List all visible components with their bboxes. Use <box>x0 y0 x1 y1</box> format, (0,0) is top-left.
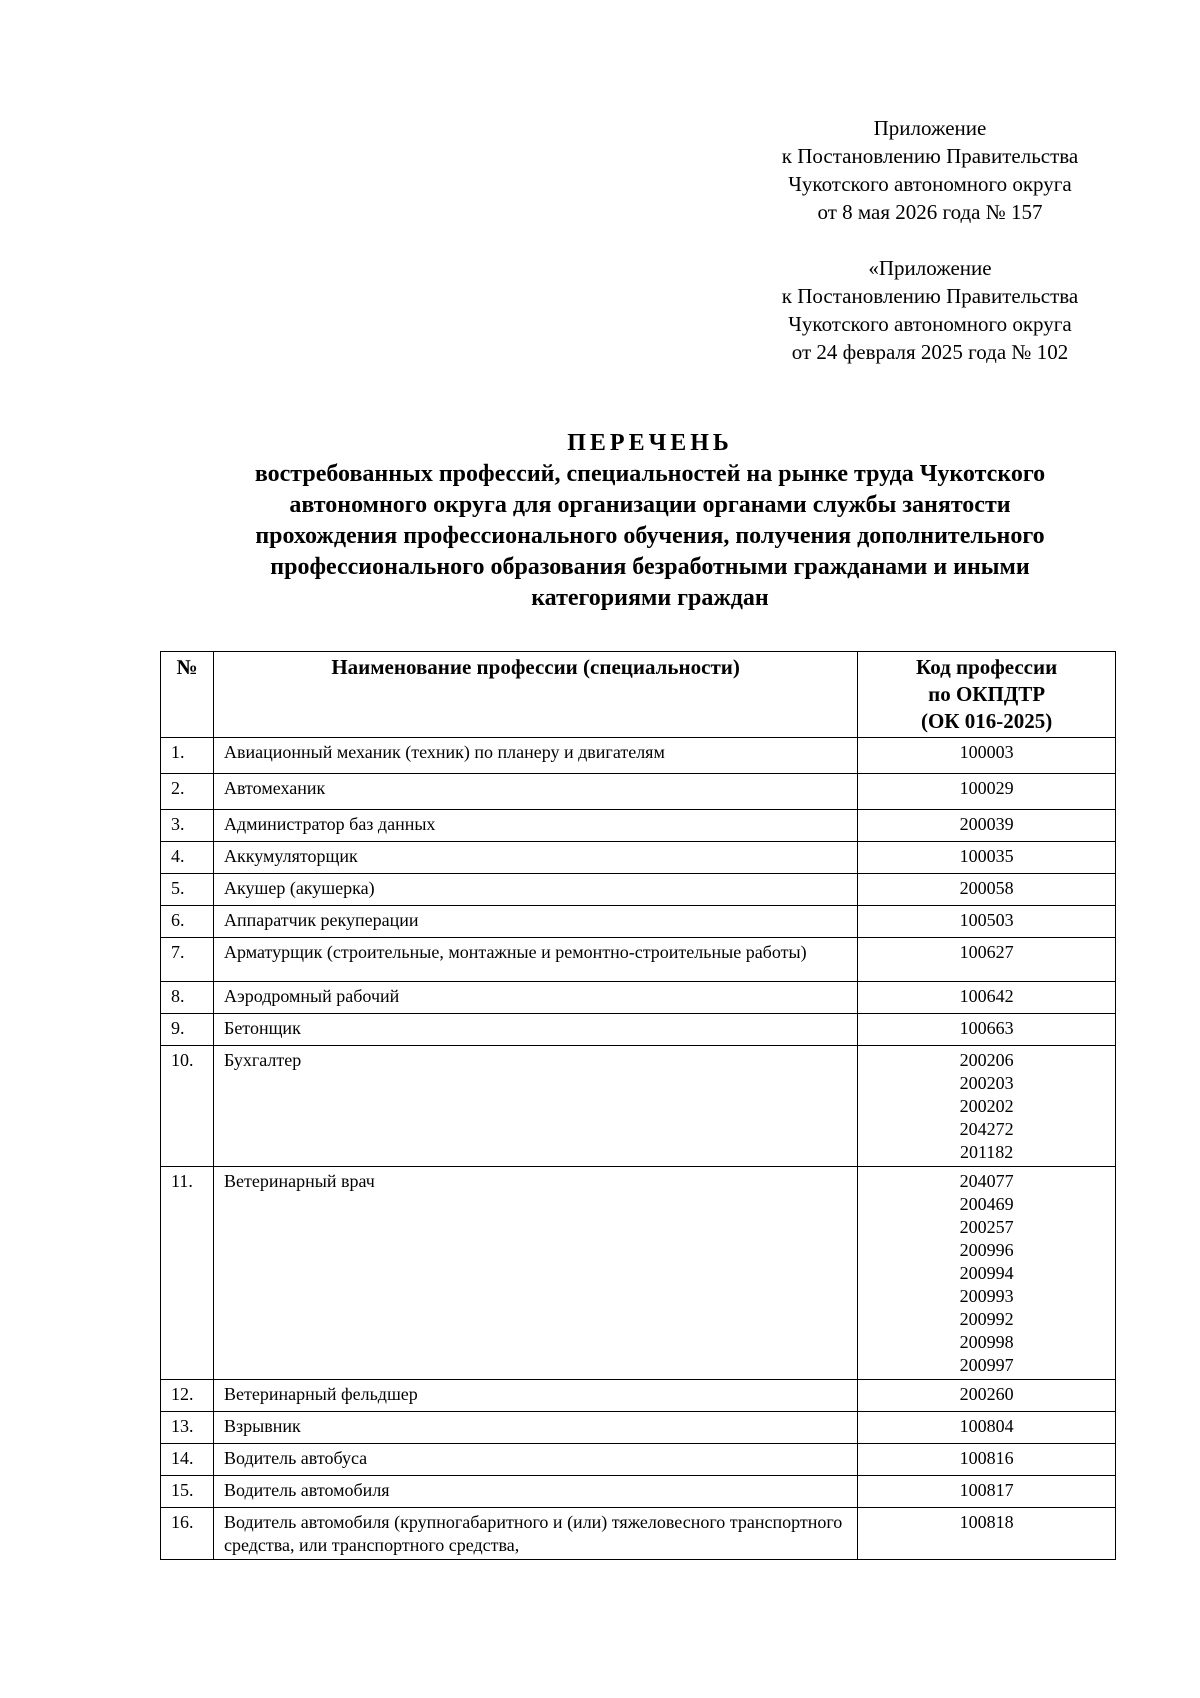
profession-code: 200994 <box>959 1263 1014 1283</box>
profession-code: 200998 <box>959 1332 1014 1352</box>
profession-name: Акушер (акушерка) <box>213 874 857 906</box>
row-number: 1. <box>161 738 214 774</box>
header-code-line: Код профессии <box>916 655 1058 679</box>
profession-name: Водитель автомобиля (крупногабаритного и (или) тяжеловесного транспортного средства, или транспортного средства, <box>213 1508 857 1560</box>
profession-name: Бетонщик <box>213 1014 857 1046</box>
profession-code: 200039 <box>959 814 1014 834</box>
table-row <box>161 1380 1116 1412</box>
row-number: 9. <box>161 1014 214 1046</box>
profession-code: 204272 <box>959 1119 1014 1139</box>
profession-codes <box>858 1412 1116 1444</box>
profession-code: 100035 <box>959 846 1014 866</box>
profession-code: 100804 <box>959 1416 1014 1436</box>
profession-code: 100642 <box>959 986 1014 1006</box>
table-row <box>161 1014 1116 1046</box>
profession-codes <box>858 938 1116 982</box>
row-number: 13. <box>161 1412 214 1444</box>
profession-code: 204077 <box>959 1171 1014 1191</box>
profession-codes <box>858 1508 1116 1560</box>
profession-name: Ветеринарный фельдшер <box>213 1380 857 1412</box>
row-number: 16. <box>161 1508 214 1560</box>
original-annex-header <box>760 254 1100 366</box>
profession-codes <box>858 1167 1116 1380</box>
table-row <box>161 738 1116 774</box>
profession-code: 100627 <box>959 942 1014 962</box>
row-number: 10. <box>161 1046 214 1167</box>
title-subtitle-line: прохождения профессионального обучения, получения дополнительного <box>255 523 1045 549</box>
header-code-line: по ОКПДТР <box>928 682 1046 706</box>
row-number: 8. <box>161 982 214 1014</box>
profession-name: Арматурщик (строительные, монтажные и ремонтно-строительные работы) <box>213 938 857 982</box>
original-annex-line: к Постановлению Правительства <box>781 284 1079 308</box>
profession-codes <box>858 1014 1116 1046</box>
original-annex-line: «Приложение <box>868 256 992 280</box>
title-subtitle-line: профессионального образования безработными гражданами и иными <box>270 554 1030 580</box>
profession-code: 200257 <box>959 1217 1014 1237</box>
profession-code: 200203 <box>959 1073 1014 1093</box>
profession-code: 100816 <box>959 1448 1014 1468</box>
profession-code: 200202 <box>959 1096 1014 1116</box>
annex-header <box>760 114 1100 226</box>
table-row <box>161 1412 1116 1444</box>
header-code-line: (ОК 016-2025) <box>920 709 1053 733</box>
profession-codes <box>858 774 1116 810</box>
table-row <box>161 982 1116 1014</box>
profession-name: Бухгалтер <box>213 1046 857 1167</box>
profession-name: Водитель автобуса <box>213 1444 857 1476</box>
title-subtitle-line: востребованных профессий, специальностей на рынке труда Чукотского <box>254 461 1046 487</box>
table-body <box>161 738 1116 1560</box>
title-subtitle-line: автономного округа для организации органами службы занятости <box>289 492 1011 518</box>
profession-name: Аккумуляторщик <box>213 842 857 874</box>
original-annex-line: Чукотского автономного округа <box>788 312 1072 336</box>
profession-name: Взрывник <box>213 1412 857 1444</box>
profession-name: Автомеханик <box>213 774 857 810</box>
annex-line: Чукотского автономного округа <box>788 172 1072 196</box>
profession-codes <box>858 982 1116 1014</box>
profession-codes <box>858 1476 1116 1508</box>
document-title <box>150 428 1150 614</box>
profession-name: Аппаратчик рекуперации <box>213 906 857 938</box>
profession-name: Авиационный механик (техник) по планеру и двигателям <box>213 738 857 774</box>
row-number: 14. <box>161 1444 214 1476</box>
profession-codes <box>858 906 1116 938</box>
profession-codes <box>858 1046 1116 1167</box>
profession-code: 100818 <box>959 1512 1014 1532</box>
profession-code: 100003 <box>959 742 1014 762</box>
table-row <box>161 1476 1116 1508</box>
table-row <box>161 774 1116 810</box>
row-number: 12. <box>161 1380 214 1412</box>
row-number: 11. <box>161 1167 214 1380</box>
title-subtitle-line: категориями граждан <box>531 585 769 611</box>
table-header-row <box>161 652 1116 738</box>
profession-code: 200997 <box>959 1355 1014 1375</box>
profession-code: 200206 <box>959 1050 1014 1070</box>
profession-codes <box>858 842 1116 874</box>
profession-code: 200469 <box>959 1194 1014 1214</box>
profession-codes <box>858 738 1116 774</box>
header-number: № <box>161 652 214 738</box>
profession-name: Администратор баз данных <box>213 810 857 842</box>
header-code <box>858 652 1116 738</box>
profession-code: 200058 <box>959 878 1014 898</box>
profession-codes <box>858 1444 1116 1476</box>
row-number: 2. <box>161 774 214 810</box>
row-number: 5. <box>161 874 214 906</box>
annex-line: к Постановлению Правительства <box>781 144 1079 168</box>
profession-code: 201182 <box>959 1142 1014 1162</box>
profession-code: 200996 <box>959 1240 1014 1260</box>
title-heading: ПЕРЕЧЕНЬ <box>567 430 733 456</box>
row-number: 7. <box>161 938 214 982</box>
profession-name: Ветеринарный врач <box>213 1167 857 1380</box>
profession-codes <box>858 874 1116 906</box>
table-row <box>161 874 1116 906</box>
table-row <box>161 1167 1116 1380</box>
profession-code: 200993 <box>959 1286 1014 1306</box>
table-row <box>161 906 1116 938</box>
row-number: 4. <box>161 842 214 874</box>
annex-line: от 8 мая 2026 года № 157 <box>817 200 1043 224</box>
profession-code: 200260 <box>959 1384 1014 1404</box>
table-row <box>161 842 1116 874</box>
table-row <box>161 810 1116 842</box>
profession-code: 100029 <box>959 778 1014 798</box>
header-name: Наименование профессии (специальности) <box>213 652 857 738</box>
profession-name: Водитель автомобиля <box>213 1476 857 1508</box>
annex-line: Приложение <box>873 116 987 140</box>
table-row <box>161 938 1116 982</box>
profession-codes <box>858 810 1116 842</box>
row-number: 3. <box>161 810 214 842</box>
profession-code: 100817 <box>959 1480 1014 1500</box>
professions-table <box>160 651 1116 1560</box>
row-number: 6. <box>161 906 214 938</box>
original-annex-line: от 24 февраля 2025 года № 102 <box>791 340 1069 364</box>
table-row <box>161 1444 1116 1476</box>
profession-codes <box>858 1380 1116 1412</box>
profession-code: 100503 <box>959 910 1014 930</box>
row-number: 15. <box>161 1476 214 1508</box>
profession-code: 200992 <box>959 1309 1014 1329</box>
table-row <box>161 1508 1116 1560</box>
table-row <box>161 1046 1116 1167</box>
profession-name: Аэродромный рабочий <box>213 982 857 1014</box>
profession-code: 100663 <box>959 1018 1014 1038</box>
